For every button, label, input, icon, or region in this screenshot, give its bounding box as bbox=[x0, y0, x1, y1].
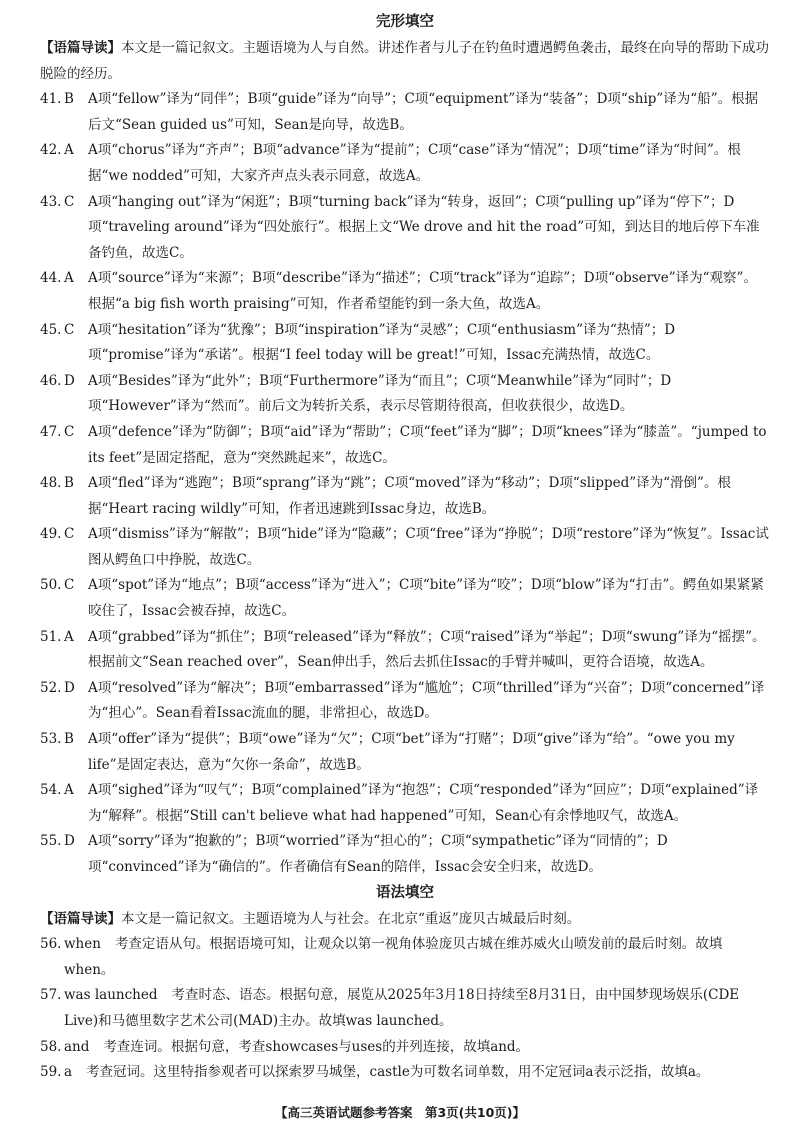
cloze-answer-item bbox=[40, 369, 770, 420]
answer-letter: D bbox=[64, 833, 75, 850]
question-number: 50. bbox=[40, 577, 62, 594]
question-number: 49. bbox=[40, 526, 62, 543]
grammar-answer-body bbox=[64, 1035, 770, 1061]
answer-letter: C bbox=[64, 423, 75, 440]
answer-letter: D bbox=[64, 679, 75, 696]
cloze-intro-tag: 【语篇导读】 bbox=[40, 40, 121, 56]
answer-explanation: A项“offer”译为“提供”；B项“owe”译为“欠”；C项“bet”译为“打赌”；D项“give”译为“给”。“owe you my life”是固定表达，意为“欠你一条命”，故选B。 bbox=[88, 731, 735, 773]
answer-explanation: 考查时态、语态。根据句意，展览从2025年3月18日持续至8月31日，由中国梦现场娱乐(CDE Live)和马德里数字艺术公司(MAD)主办。故填was launched。 bbox=[64, 987, 740, 1029]
cloze-answer-item bbox=[40, 318, 770, 369]
cloze-answer-item bbox=[40, 138, 770, 189]
question-number: 41. bbox=[40, 91, 62, 108]
cloze-answer-item bbox=[40, 190, 770, 267]
answer-letter: D bbox=[64, 372, 75, 389]
answer-word: a bbox=[64, 1064, 73, 1081]
answer-letter: A bbox=[64, 270, 74, 287]
question-number: 51. bbox=[40, 628, 62, 645]
cloze-intro bbox=[40, 36, 770, 87]
question-number: 57. bbox=[40, 987, 62, 1004]
question-number: 56. bbox=[40, 936, 62, 953]
answer-word: and bbox=[64, 1038, 90, 1055]
answer-letter: A bbox=[64, 782, 74, 799]
question-number: 46. bbox=[40, 372, 62, 389]
cloze-answer-item bbox=[40, 829, 770, 880]
answer-letter: C bbox=[64, 193, 75, 210]
answer-explanation: 考查连词。根据句意，考查showcases与uses的并列连接，故填and。 bbox=[103, 1038, 530, 1055]
grammar-answer-list bbox=[40, 932, 770, 1086]
grammar-section-title: 语法填空 bbox=[376, 884, 434, 901]
question-number: 44. bbox=[40, 270, 62, 287]
answer-explanation: A项“grabbed”译为“抓住”；B项“released”译为“释放”；C项“raised”译为“举起”；D项“swung”译为“摇摆”。根据前文“Sean reached over”，Sean伸出手，然后去抓住Issac的手臂并喊叫，更符合语境，故选A。 bbox=[88, 628, 766, 671]
answer-letter: B bbox=[64, 475, 74, 492]
question-number: 58. bbox=[40, 1038, 62, 1055]
answer-letter: B bbox=[64, 731, 74, 748]
answer-explanation: A项“spot”译为“地点”；B项“access”译为“进入”；C项“bite”译为“咬”；D项“blow”译为“打击”。鳄鱼如果紧紧咬住了，Issac会被吞掉，故选C。 bbox=[88, 577, 764, 620]
cloze-answer-item bbox=[40, 573, 770, 624]
question-number: 59. bbox=[40, 1064, 62, 1081]
answer-explanation: A项“fled”译为“逃跑”；B项“sprang”译为“跳”；C项“moved”译为“移动”；D项“slipped”译为“滑倒”。根据“Heart racing wildly”可知，作者迅速跳到Issac身边，故选B。 bbox=[88, 475, 731, 517]
question-number: 53. bbox=[40, 731, 62, 748]
answer-explanation: A项“hesitation”译为“犹豫”；B项“inspiration”译为“灵感”；C项“enthusiasm”译为“热情”；D项“promise”译为“承诺”。根据“I feel today will be great!”可知，Issac充满热情，故选C。 bbox=[88, 321, 676, 364]
answer-explanation: A项“dismiss”译为“解散”；B项“hide”译为“隐藏”；C项“free”译为“挣脱”；D项“restore”译为“恢复”。Issac试图从鳄鱼口中挣脱，故选C。 bbox=[88, 526, 769, 568]
question-number: 54. bbox=[40, 782, 62, 799]
answer-letter: A bbox=[64, 142, 74, 159]
answer-explanation: 考查冠词。这里特指参观者可以探索罗马城堡，castle为可数名词单数，用不定冠词a表示泛指，故填a。 bbox=[86, 1064, 710, 1081]
answer-letter: A bbox=[64, 628, 74, 645]
question-number: 47. bbox=[40, 423, 62, 440]
answer-word: was launched bbox=[64, 987, 158, 1004]
answer-letter: C bbox=[64, 526, 75, 543]
answer-word: when bbox=[64, 936, 101, 953]
question-number: 45. bbox=[40, 321, 62, 338]
cloze-answer-item bbox=[40, 522, 770, 573]
question-number: 55. bbox=[40, 833, 62, 850]
answer-explanation: A项“fellow”译为“同伴”；B项“guide”译为“向导”；C项“equipment”译为“装备”；D项“ship”译为“船”。根据后文“Sean guided us”可知，Sean是向导，故选B。 bbox=[88, 91, 759, 133]
answer-explanation: A项“chorus”译为“齐声”；B项“advance”译为“提前”；C项“case”译为“情况”；D项“time”译为“时间”。根据“we nodded”可知，大家齐声点头表示同意，故选A。 bbox=[88, 142, 741, 184]
grammar-intro bbox=[40, 907, 770, 933]
cloze-answer-item bbox=[40, 676, 770, 727]
answer-explanation: A项“Besides”译为“此外”；B项“Furthermore”译为“而且”；C项“Meanwhile”译为“同时”；D项“However”译为“然而”。前后文为转折关系，表示尽管期待很高，但收获很少，故选D。 bbox=[88, 372, 672, 415]
answer-letter: B bbox=[64, 91, 74, 108]
grammar-answer-item bbox=[40, 983, 770, 1034]
cloze-answer-item bbox=[40, 778, 770, 829]
grammar-answer-body bbox=[64, 1060, 770, 1086]
cloze-answer-item bbox=[40, 727, 770, 778]
question-number: 48. bbox=[40, 475, 62, 492]
grammar-answer-item bbox=[40, 932, 770, 983]
answer-explanation: A项“resolved”译为“解决”；B项“embarrassed”译为“尴尬”；C项“thrilled”译为“兴奋”；D项“concerned”译为“担心”。Sean看着Issac流血的腿，非常担心，故选D。 bbox=[88, 679, 765, 722]
grammar-answer-item bbox=[40, 1035, 770, 1061]
cloze-answer-list bbox=[40, 87, 770, 880]
grammar-answer-item bbox=[40, 1060, 770, 1086]
answer-explanation: 考查定语从句。根据语境可知，让观众以第一视角体验庞贝古城在维苏威火山喷发前的最后时刻。故填when。 bbox=[64, 936, 723, 978]
answer-letter: C bbox=[64, 321, 75, 338]
cloze-answer-item bbox=[40, 266, 770, 317]
cloze-answer-item bbox=[40, 420, 770, 471]
grammar-answer-body bbox=[64, 932, 770, 983]
grammar-answer-body bbox=[64, 983, 770, 1034]
answer-explanation: A项“sighed”译为“叹气”；B项“complained”译为“抱怨”；C项“responded”译为“回应”；D项“explained”译为“解释”。根据“Still can't believe what had happened”可知，Sean心有余悸地叹气，故选A。 bbox=[88, 782, 759, 824]
answer-explanation: A项“hanging out”译为“闲逛”；B项“turning back”译为“转身，返回”；C项“pulling up”译为“停下”；D项“traveling around”译为“四处旅行”。根据上文“We drove and hit the road”可知，到达目的地后停下车准备钓鱼，故选C。 bbox=[88, 193, 760, 261]
answer-explanation: A项“defence”译为“防御”；B项“aid”译为“帮助”；C项“feet”译为“脚”；D项“knees”译为“膝盖”。“jumped to its feet”是固定搭配，意为“突然跳起来”，故选C。 bbox=[88, 423, 767, 466]
question-number: 42. bbox=[40, 142, 62, 159]
cloze-section-title: 完形填空 bbox=[376, 14, 434, 30]
grammar-intro-text: 本文是一篇记叙文。主题语境为人与社会。在北京“重返”庞贝古城最后时刻。 bbox=[121, 910, 581, 927]
cloze-answer-item bbox=[40, 625, 770, 676]
answer-letter: C bbox=[64, 577, 75, 594]
question-number: 52. bbox=[40, 679, 62, 696]
cloze-intro-text: 本文是一篇记叙文。主题语境为人与自然。讲述作者与儿子在钓鱼时遭遇鳄鱼袭击，最终在向导的帮助下成功脱险的经历。 bbox=[40, 40, 769, 82]
grammar-intro-tag: 【语篇导读】 bbox=[40, 910, 121, 927]
answer-explanation: A项“source”译为“来源”；B项“describe”译为“描述”；C项“track”译为“追踪”；D项“observe”译为“观察”。根据“a big fish worth praising”可知，作者希望能钓到一条大鱼，故选A。 bbox=[88, 270, 757, 312]
page-footer: 【高三英语试题参考答案 第3页(共10页)】 bbox=[274, 1105, 526, 1121]
answer-explanation: A项“sorry”译为“抱歉的”；B项“worried”译为“担心的”；C项“sympathetic”译为“同情的”；D项“convinced”译为“确信的”。作者确信有Sean的陪伴，Issac会安全归来，故选D。 bbox=[88, 833, 668, 875]
question-number: 43. bbox=[40, 193, 62, 210]
cloze-answer-item bbox=[40, 87, 770, 138]
cloze-answer-item bbox=[40, 471, 770, 522]
